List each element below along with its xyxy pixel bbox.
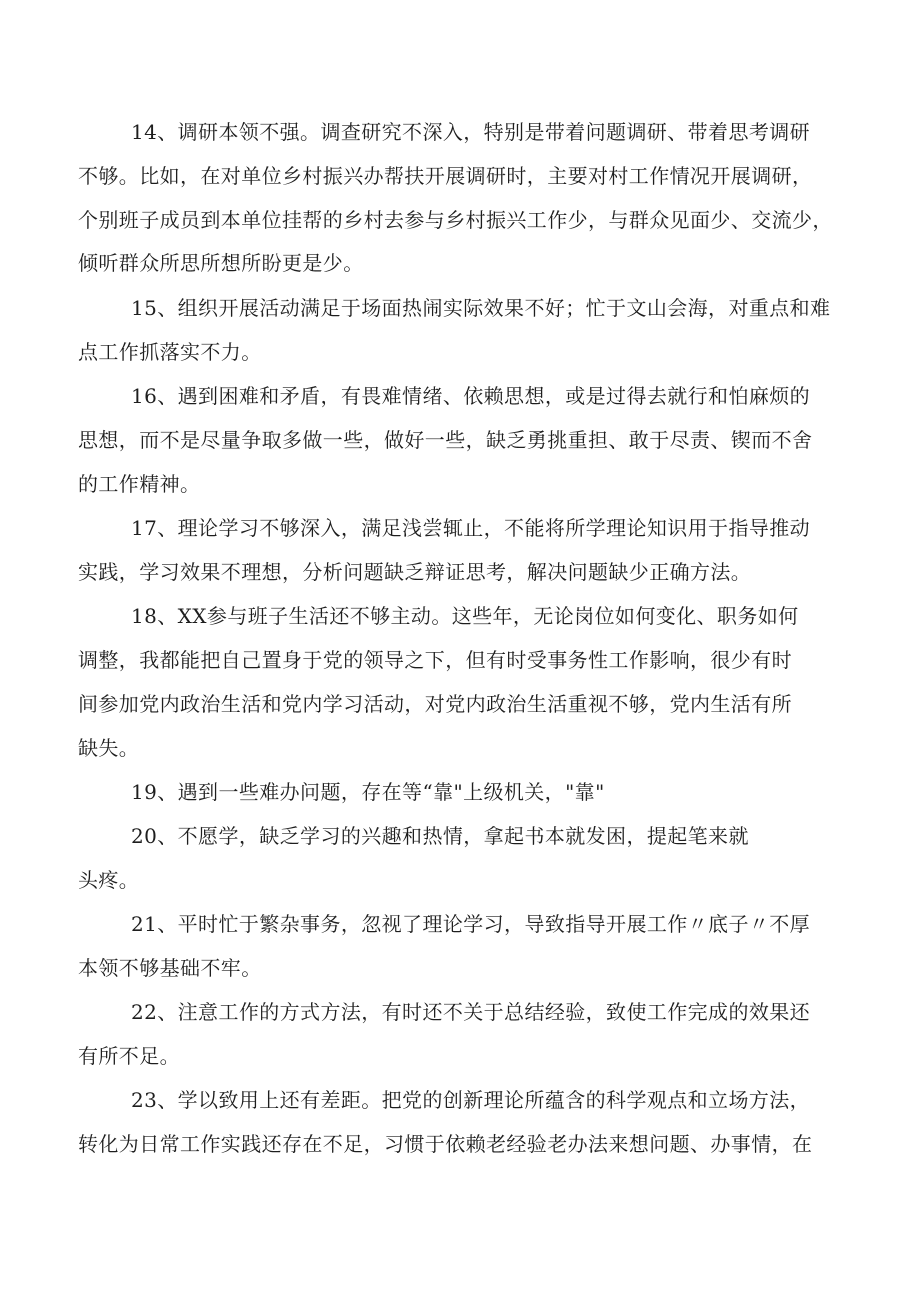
- item-23-line-2: 转化为日常工作实践还存在不足，习惯于依赖老经验老办法来想问题、办事情，在: [78, 1132, 813, 1156]
- item-18-line-1: 18、XX参与班子生活还不够主动。这些年，无论岗位如何变化、职务如何: [131, 604, 799, 628]
- item-18-line-3: 间参加党内政治生活和党内学习活动，对党内政治生活重视不够，党内生活有所: [78, 692, 792, 716]
- item-20-line-1: 20、不愿学，缺乏学习的兴趣和热情，拿起书本就发困，提起笔来就: [131, 824, 749, 848]
- item-19-line-1: 19、遇到一些难办问题，存在等“靠"上级机关，"靠": [131, 780, 605, 804]
- item-16-line-3: 的工作精神。: [78, 472, 201, 496]
- item-14-line-3: 个别班子成员到本单位挂帮的乡村去参与乡村振兴工作少，与群众见面少、交流少，: [78, 208, 833, 232]
- item-14-line-1: 14、调研本领不强。调查研究不深入，特别是带着问题调研、带着思考调研: [131, 120, 811, 144]
- item-15-line-1: 15、组织开展活动满足于场面热闹实际效果不好；忙于文山会海，对重点和难: [131, 296, 831, 320]
- item-22-line-2: 有所不足。: [78, 1044, 180, 1068]
- item-18-line-4: 缺失。: [78, 736, 140, 760]
- item-23-line-1: 23、学以致用上还有差距。把党的创新理论所蕴含的科学观点和立场方法，: [131, 1088, 811, 1112]
- item-15-line-2: 点工作抓落实不力。: [78, 340, 262, 364]
- item-20-line-2: 头疼。: [78, 868, 140, 892]
- item-16-line-2: 思想，而不是尽量争取多做一些，做好一些，缺乏勇挑重担、敢于尽责、锲而不舍: [78, 428, 813, 452]
- item-14-line-2: 不够。比如，在对单位乡村振兴办帮扶开展调研时，主要对村工作情况开展调研，: [78, 164, 813, 188]
- item-17-line-2: 实践，学习效果不理想，分析问题缺乏辩证思考，解决问题缺少正确方法。: [78, 560, 752, 584]
- item-17-line-1: 17、理论学习不够深入，满足浅尝辄止，不能将所学理论知识用于指导推动: [131, 516, 811, 540]
- item-22-line-1: 22、注意工作的方式方法，有时还不关于总结经验，致使工作完成的效果还: [131, 1000, 811, 1024]
- item-21-line-1: 21、平时忙于繁杂事务，忽视了理论学习，导致指导开展工作〃底子〃不厚: [131, 912, 811, 936]
- item-14-line-4: 倾听群众所思所想所盼更是少。: [78, 251, 364, 275]
- item-21-line-2: 本领不够基础不牢。: [78, 956, 262, 980]
- item-16-line-1: 16、遇到困难和矛盾，有畏难情绪、依赖思想，或是过得去就行和怕麻烦的: [131, 384, 811, 408]
- item-18-line-2: 调整，我都能把自己置身于党的领导之下，但有时受事务性工作影响，很少有时: [78, 648, 792, 672]
